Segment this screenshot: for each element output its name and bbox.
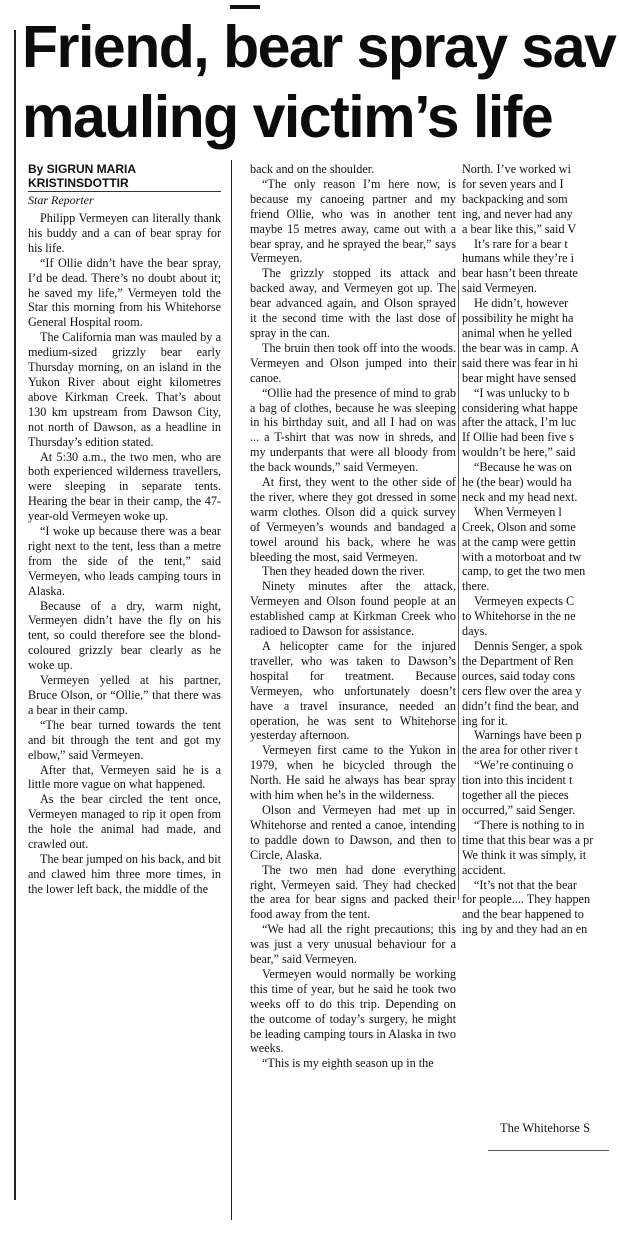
column-line: ing by and they had an en [462, 922, 588, 937]
paragraph: Because of a dry, warm night, Vermeyen didn’t have the fly on his tent, so could therefore see the blond-coloured grizzly bear clearly as he woke up. [28, 598, 221, 673]
column-line: after the attack, I’m luc [462, 415, 577, 430]
column-line: accident. [462, 862, 506, 877]
paragraph: “The bear turned towards the tent and bit through the tent and got my elbow,” said Vermeyen. [28, 717, 221, 762]
byline [28, 162, 221, 207]
column-line: for people.... They happen [462, 892, 591, 907]
column-line: bear hasn’t been threate [462, 266, 578, 281]
column-line: Warnings have been p [474, 728, 582, 743]
column-line: He didn’t, however [474, 296, 569, 311]
column-line: for seven years and I [462, 176, 564, 191]
column-line: to Whitehorse in the ne [462, 609, 576, 624]
paragraph: “Ollie had the presence of mind to grab a bag of clothes, because he was sleeping in his birthday suit, and all I had on was ... a T-shirt that was now in shreds, and my underpants that were all bloody from the back wounds,” said Vermeyen. [250, 385, 456, 475]
scan-mark [230, 5, 260, 9]
paragraph: At 5:30 a.m., the two men, who are both experienced wilderness travellers, were sleeping in separate tents. Hearing the bear in their camp, the 47-year-old Vermeyen woke up. [28, 449, 221, 524]
column-line: the area for other river t [462, 743, 579, 758]
paragraph: The bruin then took off into the woods. Vermeyen and Olson jumped into their canoe. [250, 340, 456, 385]
article-column-3-cropped [462, 162, 612, 1082]
paragraph: A helicopter came for the injured traveller, who was taken to Dawson’s hospital for treatment. Because Vermeyen, who unfortunately doesn’t have a travel insurance, needed an operation, he was sent to Whitehorse yesterday afternoon. [250, 639, 456, 743]
column-line: said there was fear in hi [462, 355, 579, 370]
column-line: “There is nothing to in [474, 817, 585, 832]
column-line: didn’t find the bear, and [462, 698, 579, 713]
column-line: “Because he was on [474, 460, 572, 475]
credit-rule [488, 1150, 609, 1151]
column-line: “We’re continuing o [474, 758, 574, 773]
column-line: We think it was simply, it [462, 847, 587, 862]
column-line: together all the pieces [462, 788, 569, 803]
paragraph: Ninety minutes after the attack, Vermeyen and Olson found people at an established camp at Kirkman Creek who radioed to Dawson for assistance. [250, 579, 456, 639]
publication-credit: The Whitehorse S [500, 1121, 591, 1135]
column-rule-1 [231, 160, 232, 1220]
column-rule-2 [458, 280, 459, 900]
column-line: a bear like this,” said V [462, 221, 577, 236]
column-line: wouldn’t be here,” said [462, 445, 576, 460]
paragraph: The two men had done everything right, Vermeyen said. They had checked the area for bear signs and packed their food away from the tent. [250, 862, 456, 922]
column-line: When Vermeyen l [474, 504, 562, 519]
headline [22, 12, 616, 152]
article-column-2 [250, 162, 456, 1187]
paragraph: Then they headed down the river. [262, 564, 426, 579]
column-line: at the camp were gettin [462, 534, 576, 549]
paragraph: The California man was mauled by a medium-sized grizzly bear early Thursday morning, on an island in the Yukon River about eight kilometres above Kirkman Creek. That’s about 130 km upstream from Dawson City, not north of Dawson, as a headline in Thursday’s edition stated. [28, 330, 221, 449]
column-line: North. I’ve worked wi [462, 162, 571, 176]
paragraph: The bear jumped on his back, and bit and clawed him three more times, in the lower left back, the middle of the [28, 851, 221, 896]
paragraph: Vermeyen yelled at his partner, Bruce Olson, or “Ollie,” that there was a bear in their camp. [28, 673, 221, 717]
paragraph: “The only reason I’m here now, is because my canoeing partner and my friend Ollie, who was in another tent maybe 15 metres away, came out with a bear spray, and he sprayed the bear,” says Vermeyen. [250, 176, 456, 266]
byline-author: By SIGRUN MARIA [28, 162, 137, 176]
paragraph: back and on the shoulder. [250, 162, 375, 176]
column-line: “I was unlucky to b [474, 385, 570, 400]
paragraph: Vermeyen first came to the Yukon in 1979, when he bicycled through the North. He said he always has bear spray with him when he’s in the wilderness. [250, 743, 456, 803]
column-line: with a motorboat and tw [462, 549, 582, 564]
column-line: “It’s not that the bear [474, 877, 577, 892]
column-line: and the bear happened to [462, 907, 584, 922]
column-line: he (the bear) would ha [462, 475, 572, 490]
paragraph: At first, they went to the other side of the river, where they got dressed in some warm clothes. Olson did a quick survey of Vermeyen’s wounds and bandaged a towel around his back, where he was bleeding the most, said Vermeyen. [250, 475, 456, 564]
column-line: backpacking and som [462, 191, 568, 206]
column-line: bear might have sensed [462, 370, 577, 385]
paragraph: Philipp Vermeyen can literally thank his buddy and a can of bear spray for his life. [28, 211, 221, 255]
column-line: Vermeyen expects C [474, 594, 575, 609]
column-line: tion into this incident t [462, 773, 573, 788]
column-line: If Ollie had been five s [462, 430, 575, 445]
paragraph: As the bear circled the tent once, Vermeyen managed to rip it open from the hole the animal had made, and crawled out. [28, 792, 221, 852]
headline-line-1: Friend, bear spray sav [22, 14, 616, 80]
column-line: Dennis Senger, a spok [474, 639, 583, 653]
column-line: occurred,” said Senger. [462, 802, 576, 817]
paragraph: “This is my eighth season up in the [262, 1056, 434, 1071]
article-column-1 [28, 162, 221, 896]
column-line: considering what happe [462, 400, 578, 415]
column-line: cers flew over the area y [462, 683, 582, 698]
paragraph: Vermeyen would normally be working this time of year, but he said he took two weeks off to do this trip. Depending on the outcome of today’s surgery, he might be leading camping tours in Alaska in two weeks. [250, 966, 456, 1056]
column-line: ources, said today cons [462, 668, 576, 683]
headline-line-2: mauling victim’s life [22, 84, 553, 150]
column-line: animal when he yelled [462, 325, 572, 340]
paragraph: After that, Vermeyen said he is a little more vague on what happened. [28, 762, 221, 792]
left-margin-rule [14, 30, 16, 1200]
column-line: there. [462, 579, 490, 594]
column-line: days. [462, 624, 488, 639]
column-line: humans while they’re i [462, 251, 575, 266]
column-line: possibility he might ha [462, 311, 574, 326]
column-line: Creek, Olson and some [462, 519, 576, 534]
byline-role: Star Reporter [28, 191, 221, 207]
paragraph: “If Ollie didn’t have the bear spray, I’d be dead. There’s no doubt about it; he saved my life,” Vermeyen told the Star this morning from his Whitehorse General Hospital room. [28, 255, 221, 330]
column-line: neck and my head next. [462, 489, 578, 504]
column-line: time that this bear was a pr [462, 832, 594, 847]
byline-author-surname: KRISTINSDOTTIR [28, 176, 129, 190]
column-line: It’s rare for a bear t [474, 236, 568, 251]
column-line: ing, and never had any [462, 206, 573, 221]
column-line: the bear was in camp. A [462, 340, 580, 355]
paragraph: Olson and Vermeyen had met up in Whitehorse and rented a canoe, intending to paddle down to Dawson, and then to Circle, Alaska. [250, 802, 456, 862]
paragraph: The grizzly stopped its attack and backed away, and Vermeyen got up. The bear advanced again, and Olson sprayed it the second time with the last dose of spray in the can. [250, 266, 456, 340]
column-line: ing for it. [462, 713, 508, 728]
column-line: said Vermeyen. [462, 281, 537, 296]
column-line: camp, to get the two men [462, 564, 586, 579]
paragraph: “I woke up because there was a bear right next to the tent, less than a metre from the side of the tent,” said Vermeyen, who leads camping tours in Alaska. [28, 524, 221, 598]
paragraph: “We had all the right precautions; this was just a very unusual behaviour for a bear,” said Vermeyen. [250, 922, 456, 967]
column-line: the Department of Ren [462, 653, 574, 668]
